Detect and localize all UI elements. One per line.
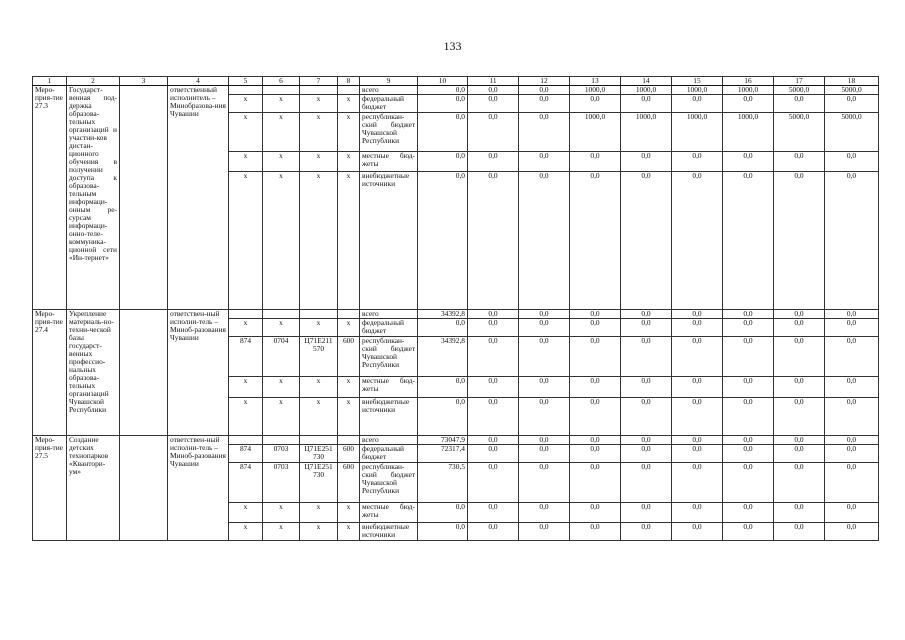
amount-cell: 0,0 — [723, 503, 774, 523]
grbs-code-cell: x — [229, 152, 263, 172]
column-number-1: 1 — [33, 77, 67, 86]
funding-source-cell: федеральный бюджет — [360, 319, 418, 337]
amount-cell: 0,0 — [468, 398, 519, 436]
funding-source-cell: федеральный бюджет — [360, 95, 418, 113]
amount-cell: 0,0 — [672, 503, 723, 523]
amount-cell: 0,0 — [468, 152, 519, 172]
amount-cell: 1000,0 — [723, 86, 774, 95]
target-code-cell: Ц71Е211 570 — [300, 337, 338, 377]
expense-type-cell: x — [338, 377, 360, 398]
target-code-cell — [300, 436, 338, 445]
amount-cell: 0,0 — [418, 86, 468, 95]
amount-cell: 0,0 — [825, 398, 879, 436]
section-code-cell: x — [263, 398, 300, 436]
measure-name-cell: Укрепление материаль-но-техни-ческой базы государст-венных профессио-нальных образова-тельных организаций Чувашской Республики — [67, 310, 120, 436]
amount-cell: 0,0 — [825, 310, 879, 319]
column-number-2: 2 — [67, 77, 120, 86]
amount-cell: 0,0 — [774, 436, 825, 445]
executor-cell: ответственный исполнитель – Минобразова-ния Чувашии — [168, 86, 229, 310]
amount-cell: 0,0 — [774, 319, 825, 337]
amount-cell: 0,0 — [774, 503, 825, 523]
grbs-code-cell: 874 — [229, 445, 263, 463]
amount-cell: 0,0 — [418, 523, 468, 541]
funding-source-cell: всего — [360, 310, 418, 319]
funding-source-cell: внебюджетные источники — [360, 523, 418, 541]
amount-cell: 0,0 — [774, 152, 825, 172]
amount-cell: 0,0 — [774, 172, 825, 310]
amount-cell: 0,0 — [774, 445, 825, 463]
amount-cell: 0,0 — [621, 310, 672, 319]
executor-cell: ответствен-ный исполни-тель – Миноб-разования Чувашии — [168, 310, 229, 436]
amount-cell: 34392,8 — [418, 337, 468, 377]
amount-cell: 0,0 — [825, 319, 879, 337]
target-code-cell: x — [300, 152, 338, 172]
amount-cell: 0,0 — [519, 436, 570, 445]
amount-cell: 0,0 — [468, 337, 519, 377]
amount-cell: 0,0 — [621, 445, 672, 463]
target-code-cell: x — [300, 113, 338, 152]
amount-cell: 0,0 — [418, 152, 468, 172]
target-code-cell: x — [300, 377, 338, 398]
section-code-cell: 0703 — [263, 463, 300, 503]
amount-cell: 0,0 — [519, 503, 570, 523]
section-code-cell: x — [263, 172, 300, 310]
amount-cell: 0,0 — [519, 86, 570, 95]
column-number-8: 8 — [338, 77, 360, 86]
amount-cell: 0,0 — [672, 398, 723, 436]
amount-cell: 0,0 — [468, 463, 519, 503]
amount-cell: 0,0 — [825, 503, 879, 523]
amount-cell: 0,0 — [825, 377, 879, 398]
amount-cell: 0,0 — [519, 523, 570, 541]
amount-cell: 72317,4 — [418, 445, 468, 463]
column-number-3: 3 — [120, 77, 168, 86]
funding-source-cell: местные бюд-жеты — [360, 377, 418, 398]
column-number-6: 6 — [263, 77, 300, 86]
expense-type-cell: 600 — [338, 445, 360, 463]
amount-cell: 0,0 — [825, 445, 879, 463]
amount-cell: 0,0 — [825, 436, 879, 445]
amount-cell: 0,0 — [825, 337, 879, 377]
amount-cell: 0,0 — [825, 463, 879, 503]
amount-cell: 0,0 — [570, 152, 621, 172]
amount-cell: 0,0 — [468, 95, 519, 113]
target-code-cell: x — [300, 95, 338, 113]
amount-cell: 0,0 — [723, 172, 774, 310]
section-code-cell: x — [263, 319, 300, 337]
amount-cell: 0,0 — [723, 152, 774, 172]
amount-cell: 1000,0 — [672, 113, 723, 152]
funding-source-cell: внебюджетные источники — [360, 172, 418, 310]
amount-cell: 0,0 — [723, 310, 774, 319]
expense-type-cell — [338, 86, 360, 95]
amount-cell: 0,0 — [570, 436, 621, 445]
section-code-cell — [263, 310, 300, 319]
funding-source-cell: всего — [360, 86, 418, 95]
amount-cell: 0,0 — [418, 503, 468, 523]
column-numbers-header — [33, 77, 879, 86]
target-code-cell: x — [300, 503, 338, 523]
amount-cell: 0,0 — [570, 172, 621, 310]
column-number-16: 16 — [723, 77, 774, 86]
grbs-code-cell: 874 — [229, 337, 263, 377]
table-body — [33, 86, 879, 541]
amount-cell: 0,0 — [621, 172, 672, 310]
grbs-code-cell: x — [229, 377, 263, 398]
amount-cell: 0,0 — [723, 523, 774, 541]
amount-cell: 0,0 — [723, 398, 774, 436]
measure-cell: Меро-прия-тие 27.4 — [33, 310, 67, 436]
amount-cell: 0,0 — [825, 172, 879, 310]
table-row — [33, 86, 879, 95]
amount-cell: 0,0 — [570, 463, 621, 503]
amount-cell: 0,0 — [468, 113, 519, 152]
column-number-11: 11 — [468, 77, 519, 86]
grbs-code-cell: x — [229, 503, 263, 523]
amount-cell: 0,0 — [621, 398, 672, 436]
target-code-cell — [300, 310, 338, 319]
section-code-cell: x — [263, 503, 300, 523]
grbs-code-cell: x — [229, 113, 263, 152]
grbs-code-cell: x — [229, 95, 263, 113]
amount-cell: 0,0 — [672, 337, 723, 377]
amount-cell: 0,0 — [723, 337, 774, 377]
amount-cell: 0,0 — [519, 172, 570, 310]
amount-cell: 0,0 — [672, 377, 723, 398]
amount-cell: 0,0 — [519, 95, 570, 113]
amount-cell: 0,0 — [774, 377, 825, 398]
target-code-cell: x — [300, 523, 338, 541]
section-code-cell: x — [263, 377, 300, 398]
amount-cell: 0,0 — [621, 503, 672, 523]
expense-type-cell: 600 — [338, 463, 360, 503]
amount-cell: 0,0 — [519, 463, 570, 503]
amount-cell: 5000,0 — [825, 86, 879, 95]
amount-cell: 0,0 — [468, 172, 519, 310]
amount-cell: 0,0 — [570, 523, 621, 541]
amount-cell: 0,0 — [621, 337, 672, 377]
amount-cell: 0,0 — [621, 463, 672, 503]
amount-cell: 5000,0 — [825, 113, 879, 152]
section-code-cell: x — [263, 523, 300, 541]
amount-cell: 0,0 — [418, 172, 468, 310]
measure-cell: Меро-прия-тие 27.5 — [33, 436, 67, 541]
amount-cell: 0,0 — [570, 503, 621, 523]
expense-type-cell: x — [338, 398, 360, 436]
amount-cell: 0,0 — [774, 310, 825, 319]
section-code-cell — [263, 436, 300, 445]
expense-type-cell: x — [338, 172, 360, 310]
budget-table — [32, 76, 879, 541]
amount-cell: 0,0 — [723, 377, 774, 398]
amount-cell: 1000,0 — [672, 86, 723, 95]
column-number-17: 17 — [774, 77, 825, 86]
amount-cell: 0,0 — [774, 398, 825, 436]
amount-cell: 73047,9 — [418, 436, 468, 445]
amount-cell: 0,0 — [621, 436, 672, 445]
amount-cell: 0,0 — [519, 113, 570, 152]
amount-cell: 0,0 — [672, 463, 723, 503]
amount-cell: 0,0 — [672, 445, 723, 463]
amount-cell: 0,0 — [570, 95, 621, 113]
target-code-cell: x — [300, 319, 338, 337]
funding-source-cell: внебюджетные источники — [360, 398, 418, 436]
target-code-cell: Ц71Е251 730 — [300, 445, 338, 463]
column-number-18: 18 — [825, 77, 879, 86]
empty-cell — [120, 436, 168, 541]
amount-cell: 0,0 — [774, 523, 825, 541]
amount-cell: 0,0 — [774, 337, 825, 377]
funding-source-cell: республикан-ский бюджет Чувашской Республики — [360, 113, 418, 152]
funding-source-cell: всего — [360, 436, 418, 445]
amount-cell: 0,0 — [468, 377, 519, 398]
amount-cell: 0,0 — [672, 523, 723, 541]
amount-cell: 0,0 — [825, 95, 879, 113]
amount-cell: 1000,0 — [570, 113, 621, 152]
amount-cell: 0,0 — [519, 445, 570, 463]
grbs-code-cell — [229, 436, 263, 445]
measure-cell: Меро-прия-тие 27.3 — [33, 86, 67, 310]
table-row — [33, 436, 879, 445]
amount-cell: 0,0 — [672, 95, 723, 113]
column-number-13: 13 — [570, 77, 621, 86]
amount-cell: 0,0 — [570, 319, 621, 337]
amount-cell: 0,0 — [418, 113, 468, 152]
amount-cell: 1000,0 — [621, 86, 672, 95]
grbs-code-cell: x — [229, 319, 263, 337]
target-code-cell: x — [300, 398, 338, 436]
target-code-cell — [300, 86, 338, 95]
amount-cell: 0,0 — [621, 319, 672, 337]
amount-cell: 0,0 — [723, 95, 774, 113]
amount-cell: 0,0 — [723, 436, 774, 445]
amount-cell: 0,0 — [672, 319, 723, 337]
expense-type-cell — [338, 310, 360, 319]
amount-cell: 0,0 — [519, 398, 570, 436]
section-code-cell: x — [263, 152, 300, 172]
amount-cell: 0,0 — [570, 398, 621, 436]
amount-cell: 0,0 — [672, 172, 723, 310]
amount-cell: 0,0 — [519, 319, 570, 337]
expense-type-cell: x — [338, 523, 360, 541]
amount-cell: 0,0 — [621, 152, 672, 172]
funding-source-cell: федеральный бюджет — [360, 445, 418, 463]
amount-cell: 5000,0 — [774, 113, 825, 152]
amount-cell: 0,0 — [519, 310, 570, 319]
expense-type-cell — [338, 436, 360, 445]
amount-cell: 0,0 — [570, 377, 621, 398]
column-number-7: 7 — [300, 77, 338, 86]
measure-name-cell: Государст-венная под-держка образова-тельных организаций и участни-ков дистан-ционного обучения в получении доступа к образова-тельным информаци-онным ре-сурсам информаци-онно-теле-коммуника-ционной сети «Ин-тернет» — [67, 86, 120, 310]
amount-cell: 0,0 — [468, 445, 519, 463]
amount-cell: 0,0 — [621, 377, 672, 398]
column-number-4: 4 — [168, 77, 229, 86]
expense-type-cell: x — [338, 113, 360, 152]
grbs-code-cell — [229, 310, 263, 319]
target-code-cell: Ц71Е251 730 — [300, 463, 338, 503]
target-code-cell: x — [300, 172, 338, 310]
amount-cell: 730,5 — [418, 463, 468, 503]
funding-source-cell: местные бюд-жеты — [360, 503, 418, 523]
column-number-15: 15 — [672, 77, 723, 86]
amount-cell: 34392,8 — [418, 310, 468, 319]
amount-cell: 0,0 — [468, 319, 519, 337]
amount-cell: 0,0 — [723, 319, 774, 337]
amount-cell: 0,0 — [825, 152, 879, 172]
amount-cell: 0,0 — [672, 436, 723, 445]
amount-cell: 0,0 — [672, 310, 723, 319]
page-number: 133 — [443, 39, 462, 53]
amount-cell: 0,0 — [468, 86, 519, 95]
amount-cell: 0,0 — [418, 319, 468, 337]
amount-cell: 0,0 — [570, 337, 621, 377]
grbs-code-cell: 874 — [229, 463, 263, 503]
executor-cell: ответствен-ный исполни-тель – Миноб-разования Чувашии — [168, 436, 229, 541]
amount-cell: 0,0 — [468, 523, 519, 541]
amount-cell: 0,0 — [723, 445, 774, 463]
funding-source-cell: республикан-ский бюджет Чувашской Республики — [360, 463, 418, 503]
section-code-cell: x — [263, 113, 300, 152]
section-code-cell: 0704 — [263, 337, 300, 377]
amount-cell: 5000,0 — [774, 86, 825, 95]
column-number-10: 10 — [418, 77, 468, 86]
measure-name-cell: Создание детских технопарков «Квантори-ум» — [67, 436, 120, 541]
column-number-9: 9 — [360, 77, 418, 86]
amount-cell: 0,0 — [468, 436, 519, 445]
grbs-code-cell — [229, 86, 263, 95]
amount-cell: 0,0 — [418, 95, 468, 113]
amount-cell: 1000,0 — [723, 113, 774, 152]
column-number-5: 5 — [229, 77, 263, 86]
expense-type-cell: 600 — [338, 337, 360, 377]
expense-type-cell: x — [338, 152, 360, 172]
grbs-code-cell: x — [229, 523, 263, 541]
grbs-code-cell: x — [229, 398, 263, 436]
amount-cell: 0,0 — [468, 503, 519, 523]
funding-source-cell: местные бюд-жеты — [360, 152, 418, 172]
amount-cell: 1000,0 — [570, 86, 621, 95]
section-code-cell — [263, 86, 300, 95]
amount-cell: 0,0 — [519, 152, 570, 172]
amount-cell: 0,0 — [570, 310, 621, 319]
column-number-12: 12 — [519, 77, 570, 86]
amount-cell: 0,0 — [519, 337, 570, 377]
column-number-14: 14 — [621, 77, 672, 86]
amount-cell: 0,0 — [621, 523, 672, 541]
funding-source-cell: республикан-ский бюджет Чувашской Республики — [360, 337, 418, 377]
amount-cell: 0,0 — [774, 463, 825, 503]
section-code-cell: x — [263, 95, 300, 113]
amount-cell: 0,0 — [519, 377, 570, 398]
section-code-cell: 0703 — [263, 445, 300, 463]
amount-cell: 0,0 — [418, 377, 468, 398]
amount-cell: 0,0 — [468, 310, 519, 319]
empty-cell — [120, 310, 168, 436]
expense-type-cell: x — [338, 319, 360, 337]
amount-cell: 0,0 — [825, 523, 879, 541]
grbs-code-cell: x — [229, 172, 263, 310]
amount-cell: 0,0 — [672, 152, 723, 172]
expense-type-cell: x — [338, 503, 360, 523]
table-row — [33, 310, 879, 319]
amount-cell: 0,0 — [418, 398, 468, 436]
amount-cell: 0,0 — [570, 445, 621, 463]
amount-cell: 0,0 — [621, 95, 672, 113]
expense-type-cell: x — [338, 95, 360, 113]
empty-cell — [120, 86, 168, 310]
amount-cell: 1000,0 — [621, 113, 672, 152]
amount-cell: 0,0 — [774, 95, 825, 113]
amount-cell: 0,0 — [723, 463, 774, 503]
